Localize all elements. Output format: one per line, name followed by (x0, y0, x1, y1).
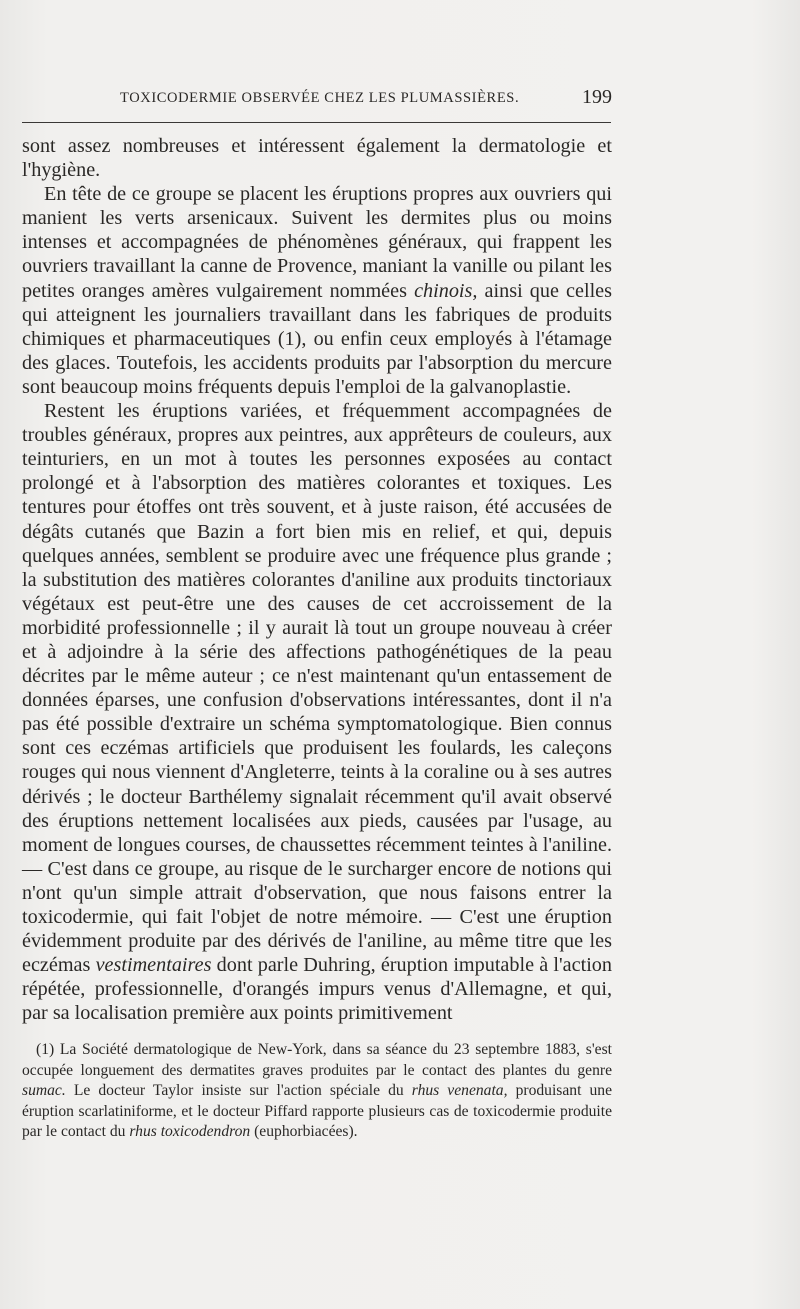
paragraph-1-text: sont assez nombreuses et intéressent également la dermatologie et l'hygiène. (22, 135, 612, 182)
paragraph-3-text-b: dont parle Duhring, éruption imputable à l'action répétée, professionnelle, d'orangés impurs venus d'Allemagne, et qui, par sa localisation première aux points primitivement (22, 954, 612, 1025)
paragraph-3 (22, 399, 612, 1025)
footnote-text-d: (euphorbiacées). (250, 1123, 358, 1140)
footnote-text-b: Le docteur Taylor insiste sur l'action spéciale du (65, 1082, 412, 1099)
running-head (22, 86, 612, 112)
paragraph-3-italic: vestimentaires (95, 954, 212, 977)
footnote-italic-1: sumac. (22, 1082, 66, 1099)
footnote-text-a: (1) La Société dermatologique de New-York, dans sa séance du 23 septembre 1883, s'est occupée longuement des dermatites graves produites par le contact des plantes du genre (22, 1041, 612, 1079)
paragraph-2-text-a: En tête de ce groupe se placent les éruptions propres aux ouvriers qui manient les verts arsenicaux. Suivent les dermites plus ou moins intenses et accompagnées de phénomènes généraux, qui frappent les ouvriers travaillant la canne de Provence, maniant la vanille ou pilant les petites oranges amères vulgairement nommées (22, 183, 612, 302)
footnotes (22, 1040, 612, 1143)
header-rule (22, 122, 611, 123)
paragraph-2 (22, 182, 612, 399)
paragraph-1 (22, 134, 612, 182)
footnote-text-c: produisant une éruption scarlatiniforme, et le docteur Piffard rapporte plusieurs cas de toxicodermie produite par le contact du (22, 1082, 612, 1140)
footnote-1 (22, 1040, 612, 1143)
paragraph-3-text-a: Restent les éruptions variées, et fréquemment accompagnées de troubles généraux, propres aux peintres, aux apprêteurs de couleurs, aux teinturiers, en un mot à toutes les personnes exposées au contact prolongé et à l'absorption des matières colorantes et toxiques. Les tentures pour étoffes ont très souvent, et à juste raison, été accusées de dégâts cutanés que Bazin a fort bien mis en relief, et qui, depuis quelques années, semblent se produire avec une fréquence plus grande ; la substitution des matières colorantes d'aniline aux produits tinctoriaux végétaux est peut-être une des causes de cet accroissement de la morbidité professionnelle ; il y aurait là tout un groupe nouveau à créer et à adjoindre à la série des affections pathogénétiques de la peau décrites par le même auteur ; ce n'est maintenant qu'un entassement de données éparses, une confusion d'observations intéressantes, dont il n'a pas été possible d'extraire un schéma symptomatologique. Bien connus sont ces eczémas artificiels que produisent les foulards, les caleçons rouges qui nous viennent d'Angleterre, teints à la coraline ou à ses autres dérivés ; le docteur Barthélemy signalait récemment qu'il avait observé des éruptions nettement localisées aux pieds, causées par l'usage, au moment de longues courses, de chaussettes récemment teintes à l'aniline. — C'est dans ce groupe, au risque de le surcharger encore de notions qui n'ont qu'un simple attrait d'observation, que nous faisons entrer la toxicodermie, qui fait l'objet de notre mémoire. — C'est une éruption évidemment produite par des dérivés de l'aniline, au même titre que les eczémas (22, 400, 612, 977)
paragraph-2-italic: chinois, (414, 279, 478, 302)
page-number: 199 (582, 86, 612, 108)
paragraph-2-text-b: ainsi que celles qui atteignent les journaliers travaillant dans les fabriques de produits chimiques et pharmaceutiques (1), ou enfin ceux employés à l'étamage des glaces. Toutefois, les accidents produits par l'absorption du mercure sont beaucoup moins fréquents depuis l'emploi de la galvanoplastie. (22, 279, 612, 398)
footnote-italic-2: rhus venenata, (411, 1082, 508, 1099)
body-text (22, 134, 612, 1025)
footnote-italic-3: rhus toxicodendron (129, 1123, 251, 1140)
running-title: TOXICODERMIE OBSERVÉE CHEZ LES PLUMASSIÈRES. (120, 90, 520, 106)
